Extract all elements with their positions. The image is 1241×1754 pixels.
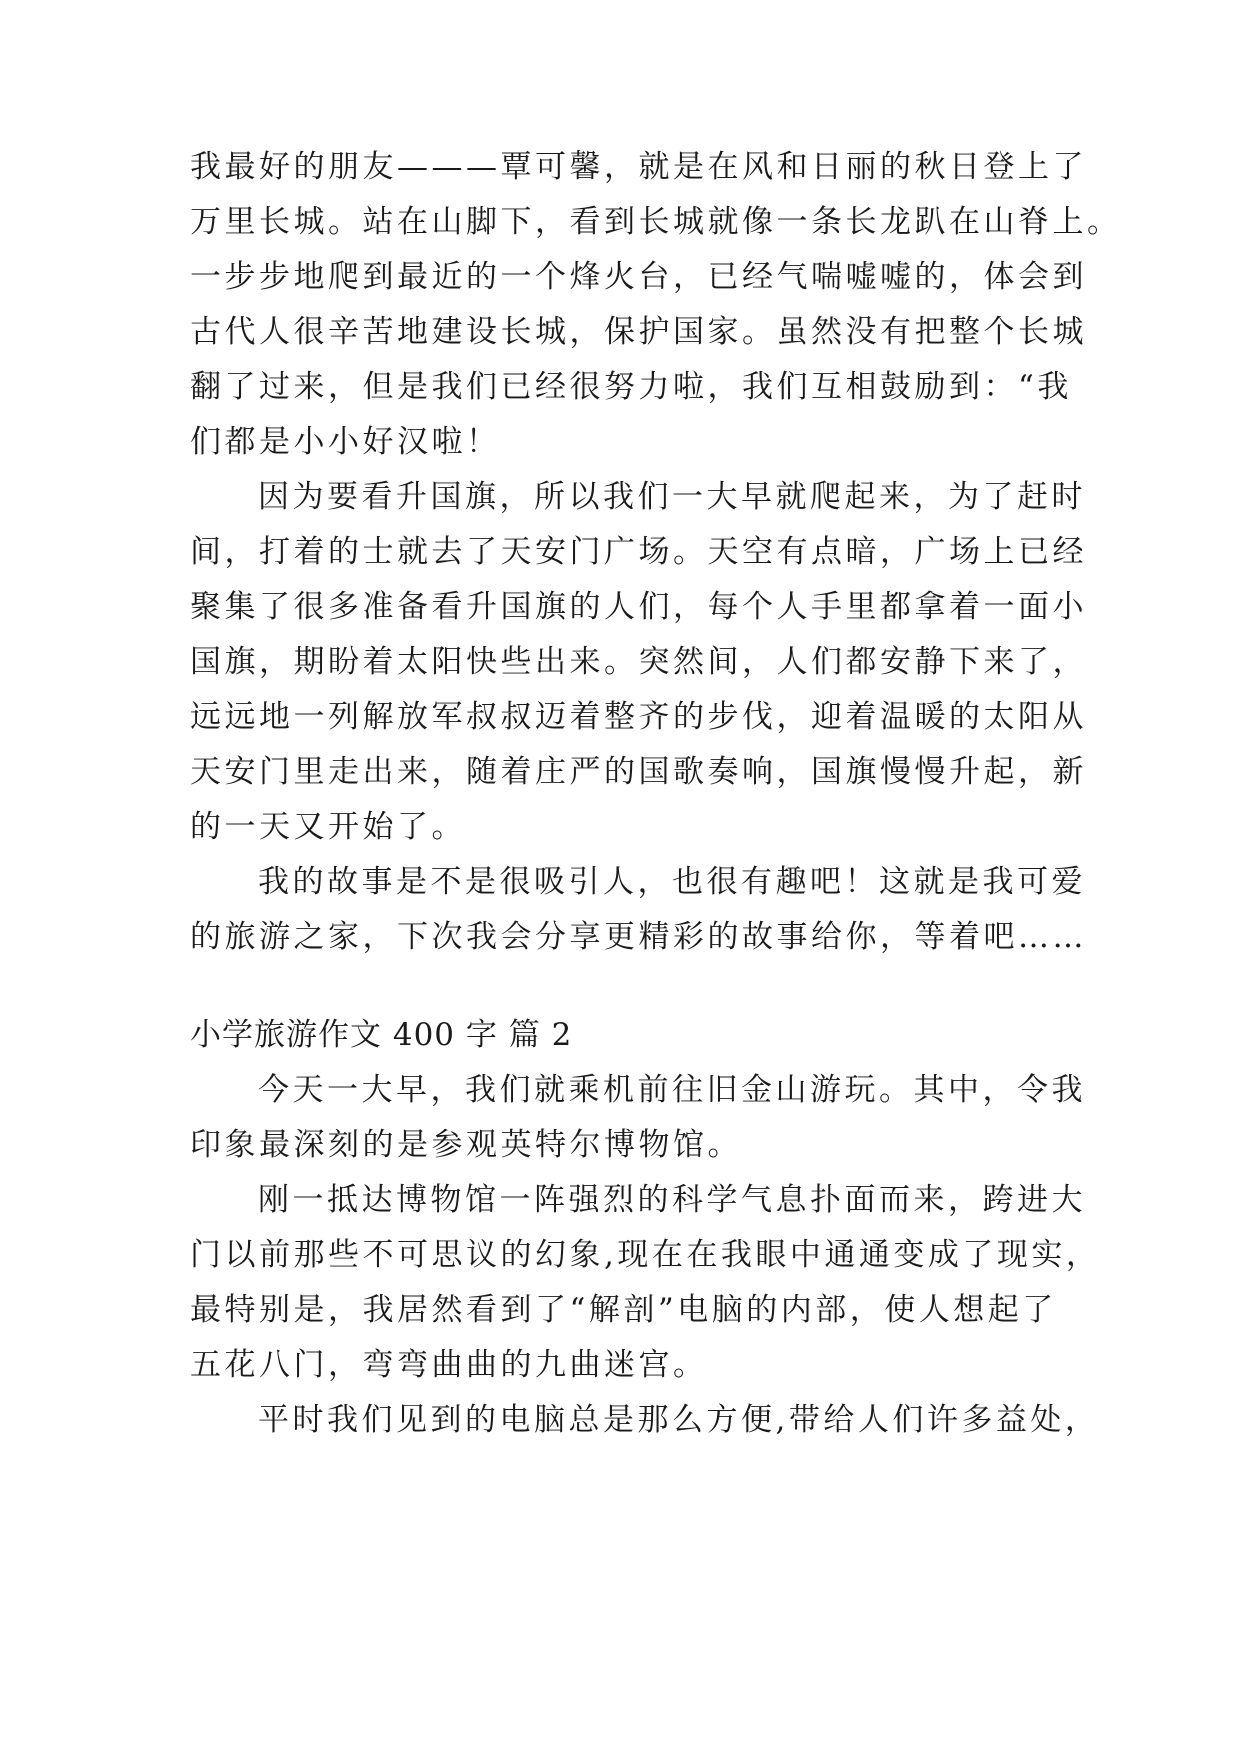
text-line: 聚集了很多准备看升国旗的人们，每个人手里都拿着一面小 xyxy=(190,589,1087,625)
text-line: 刚一抵达博物馆一阵强烈的科学气息扑面而来，跨进大 xyxy=(258,1182,1086,1218)
section-heading: 小学旅游作文 400 字 篇 2 xyxy=(190,1017,573,1053)
text-line: 的旅游之家，下次我会分享更精彩的故事给你，等着吧…… xyxy=(190,919,1087,955)
text-line: 五花八门，弯弯曲曲的九曲迷宫。 xyxy=(190,1347,708,1383)
text-line: 间，打着的士就去了天安门广场。天空有点暗，广场上已经 xyxy=(190,534,1087,570)
text-line: 印象最深刻的是参观英特尔博物馆。 xyxy=(190,1127,742,1163)
text-line: 我的故事是不是很吸引人，也很有趣吧！这就是我可爱 xyxy=(258,864,1086,900)
text-line: 门以前那些不可思议的幻象,现在在我眼中通通变成了现实， xyxy=(190,1237,1101,1273)
text-line: 的一天又开始了。 xyxy=(190,809,466,845)
text-line: 国旗，期盼着太阳快些出来。突然间，人们都安静下来了， xyxy=(190,644,1087,680)
text-line: 古代人很辛苦地建设长城，保护国家。虽然没有把整个长城 xyxy=(190,314,1087,350)
text-line: 一步步地爬到最近的一个烽火台，已经气喘嘘嘘的，体会到 xyxy=(190,259,1087,295)
text-line: 因为要看升国旗，所以我们一大早就爬起来，为了赶时 xyxy=(258,479,1086,515)
text-line: 翻了过来，但是我们已经很努力啦，我们互相鼓励到：“我 xyxy=(190,369,1072,405)
text-line: 万里长城。站在山脚下，看到长城就像一条长龙趴在山脊上。 xyxy=(190,204,1122,240)
text-line: 平时我们见到的电脑总是那么方便,带给人们许多益处， xyxy=(258,1402,1100,1438)
text-line: 最特别是，我居然看到了“解剖”电脑的内部，使人想起了 xyxy=(190,1292,1057,1328)
text-line: 远远地一列解放军叔叔迈着整齐的步伐，迎着温暖的太阳从 xyxy=(190,699,1087,735)
text-line: 我最好的朋友———覃可馨，就是在风和日丽的秋日登上了 xyxy=(190,149,1087,185)
text-line: 今天一大早，我们就乘机前往旧金山游玩。其中，令我 xyxy=(258,1072,1086,1108)
text-line: 们都是小小好汉啦！ xyxy=(190,424,501,460)
text-line: 天安门里走出来，随着庄严的国歌奏响，国旗慢慢升起，新 xyxy=(190,754,1087,790)
